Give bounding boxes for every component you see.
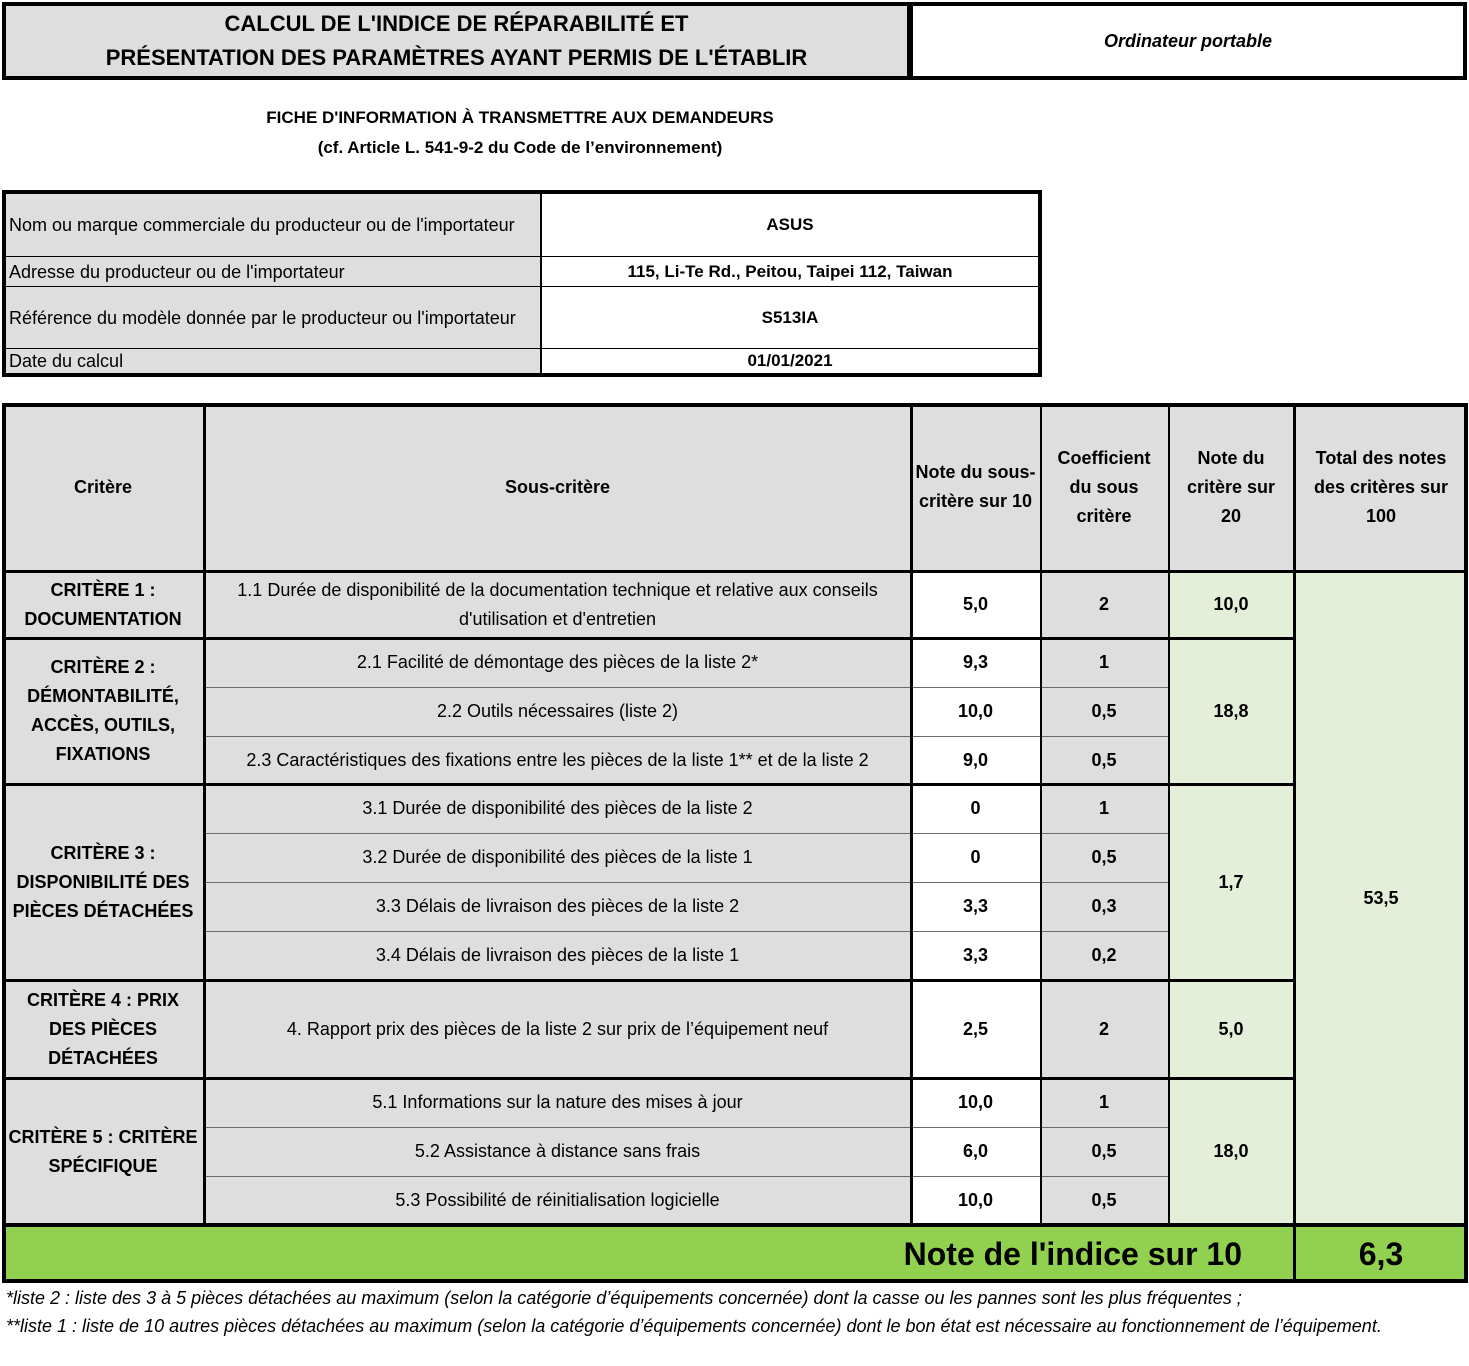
- table-border: [2, 403, 6, 1283]
- row-divider: [204, 687, 1168, 688]
- subcriterion-coef: 0,3: [1040, 882, 1168, 931]
- row-divider: [2, 1077, 1294, 1080]
- subcriterion-label: 2.3 Caractéristiques des fixations entre les pièces de la liste 1** et de la liste 2: [204, 736, 911, 784]
- row-divider: [204, 882, 1168, 883]
- header-sous-critere: Sous-critère: [204, 403, 911, 571]
- footnote-list-2: *liste 2 : liste des 3 à 5 pièces détachées au maximum (selon la catégorie d’équipements concernée) dont la casse ou les pannes sont les plus fréquentes ;: [6, 1288, 1242, 1308]
- subcriterion-note: 2,5: [911, 980, 1040, 1078]
- criterion-5-name: CRITÈRE 5 : CRITÈRE SPÉCIFIQUE: [2, 1078, 204, 1225]
- info-value-brand: ASUS: [766, 215, 814, 234]
- subtitle-line-2: (cf. Article L. 541-9-2 du Code de l’environnement): [317, 138, 723, 157]
- title-line-2: PRÉSENTATION DES PARAMÈTRES AYANT PERMIS DE L'ÉTABLIR: [105, 45, 808, 70]
- row-divider: [204, 1176, 1168, 1177]
- subcriterion-label: 3.2 Durée de disponibilité des pièces de la liste 1: [204, 833, 911, 882]
- title-line-1: CALCUL DE L'INDICE DE RÉPARABILITÉ ET: [224, 11, 689, 36]
- subcriterion-coef: 0,5: [1040, 1176, 1168, 1225]
- header-coefficient: Coefficient du sous critère: [1040, 403, 1168, 571]
- row-divider: [2, 979, 1294, 982]
- subcriterion-coef: 1: [1040, 784, 1168, 833]
- subcriterion-note: 10,0: [911, 1078, 1040, 1127]
- column-divider: [1293, 403, 1296, 1283]
- subcriterion-label: 5.2 Assistance à distance sans frais: [204, 1127, 911, 1176]
- table-border: [2, 1279, 1468, 1283]
- subcriterion-note: 10,0: [911, 1176, 1040, 1225]
- info-value-reference: S513IA: [761, 307, 819, 327]
- row-divider: [2, 783, 1294, 786]
- form-subtitle: [0, 103, 1040, 163]
- subcriterion-coef: 2: [1040, 571, 1168, 638]
- subcriterion-label: 3.1 Durée de disponibilité des pièces de la liste 2: [204, 784, 911, 833]
- row-divider: [2, 637, 1294, 640]
- criterion-4-score: 5,0: [1168, 980, 1294, 1078]
- criterion-4-name: CRITÈRE 4 : PRIX DES PIÈCES DÉTACHÉES: [2, 980, 204, 1078]
- subcriterion-coef: 0,2: [1040, 931, 1168, 980]
- subcriterion-label: 2.2 Outils nécessaires (liste 2): [204, 687, 911, 736]
- subtitle-line-1: FICHE D'INFORMATION À TRANSMETTRE AUX DEMANDEURS: [266, 108, 774, 127]
- subcriterion-label: 5.3 Possibilité de réinitialisation logicielle: [204, 1176, 911, 1225]
- subcriterion-coef: 0,5: [1040, 833, 1168, 882]
- column-divider: [203, 403, 206, 1225]
- subcriterion-label: 4. Rapport prix des pièces de la liste 2 sur prix de l’équipement neuf: [204, 980, 911, 1078]
- footnote-list-1: **liste 1 : liste de 10 autres pièces détachées au maximum (selon la catégorie d’équipements concernée) dont le bon état est nécessaire au fonctionnement de l’équipement.: [6, 1316, 1382, 1336]
- final-index-label: Note de l'indice sur 10: [2, 1225, 1294, 1283]
- footnotes: [6, 1284, 1456, 1340]
- info-label-brand: Nom ou marque commerciale du producteur ou de l'importateur: [6, 194, 542, 256]
- row-divider: [204, 736, 1168, 737]
- subcriterion-label: 1.1 Durée de disponibilité de la documentation technique et relative aux conseils d'utilisation et d'entretien: [204, 571, 911, 638]
- criterion-1-name: CRITÈRE 1 : DOCUMENTATION: [2, 571, 204, 638]
- column-divider: [1168, 403, 1170, 1225]
- header-critere: Critère: [2, 403, 204, 571]
- info-label-date: Date du calcul: [6, 349, 542, 373]
- subcriterion-note: 5,0: [911, 571, 1040, 638]
- header-note-critere: Note du critère sur 20: [1168, 403, 1294, 571]
- subcriterion-note: 9,3: [911, 638, 1040, 687]
- subcriterion-note: 3,3: [911, 882, 1040, 931]
- info-value-address: 115, Li-Te Rd., Peitou, Taipei 112, Taiwan: [627, 261, 953, 281]
- subcriterion-label: 3.4 Délais de livraison des pièces de la liste 1: [204, 931, 911, 980]
- subcriterion-note: 10,0: [911, 687, 1040, 736]
- document-title: [2, 2, 911, 80]
- header-total: Total des notes des critères sur 100: [1294, 403, 1468, 571]
- info-value-date: 01/01/2021: [747, 351, 833, 370]
- total-score: 53,5: [1294, 571, 1468, 1225]
- criterion-5-score: 18,0: [1168, 1078, 1294, 1225]
- column-divider: [910, 403, 913, 1225]
- subcriterion-note: 0: [911, 784, 1040, 833]
- criterion-2-name: CRITÈRE 2 : DÉMONTABILITÉ, ACCÈS, OUTILS, FIXATIONS: [2, 638, 204, 784]
- header-note-sous-critere: Note du sous-critère sur 10: [911, 403, 1040, 571]
- subcriterion-note: 0: [911, 833, 1040, 882]
- subcriterion-coef: 0,5: [1040, 1127, 1168, 1176]
- subcriterion-label: 2.1 Facilité de démontage des pièces de la liste 2*: [204, 638, 911, 687]
- criterion-3-score: 1,7: [1168, 784, 1294, 980]
- table-border: [2, 403, 1468, 407]
- info-label-reference: Référence du modèle donnée par le producteur ou l'importateur: [6, 287, 542, 348]
- subcriterion-note: 3,3: [911, 931, 1040, 980]
- info-label-address: Adresse du producteur ou de l'importateur: [6, 257, 542, 286]
- table-border: [1464, 403, 1468, 1283]
- subcriterion-coef: 1: [1040, 638, 1168, 687]
- subcriterion-label: 3.3 Délais de livraison des pièces de la liste 2: [204, 882, 911, 931]
- subcriterion-coef: 0,5: [1040, 687, 1168, 736]
- product-type: Ordinateur portable: [909, 2, 1467, 80]
- subcriterion-label: 5.1 Informations sur la nature des mises à jour: [204, 1078, 911, 1127]
- subcriterion-coef: 1: [1040, 1078, 1168, 1127]
- subcriterion-note: 6,0: [911, 1127, 1040, 1176]
- column-divider: [1040, 403, 1042, 1225]
- row-divider: [204, 833, 1168, 834]
- repairability-score-table: [2, 403, 1468, 1283]
- row-divider: [2, 570, 1468, 573]
- subcriterion-coef: 0,5: [1040, 736, 1168, 784]
- row-divider: [204, 1127, 1168, 1128]
- criterion-3-name: CRITÈRE 3 : DISPONIBILITÉ DES PIÈCES DÉTACHÉES: [2, 784, 204, 980]
- criterion-1-score: 10,0: [1168, 571, 1294, 638]
- producer-info-table: [2, 190, 1042, 377]
- subcriterion-coef: 2: [1040, 980, 1168, 1078]
- criterion-2-score: 18,8: [1168, 638, 1294, 784]
- row-divider: [204, 931, 1168, 932]
- row-divider: [2, 1223, 1468, 1227]
- subcriterion-note: 9,0: [911, 736, 1040, 784]
- final-index-value: 6,3: [1294, 1225, 1468, 1283]
